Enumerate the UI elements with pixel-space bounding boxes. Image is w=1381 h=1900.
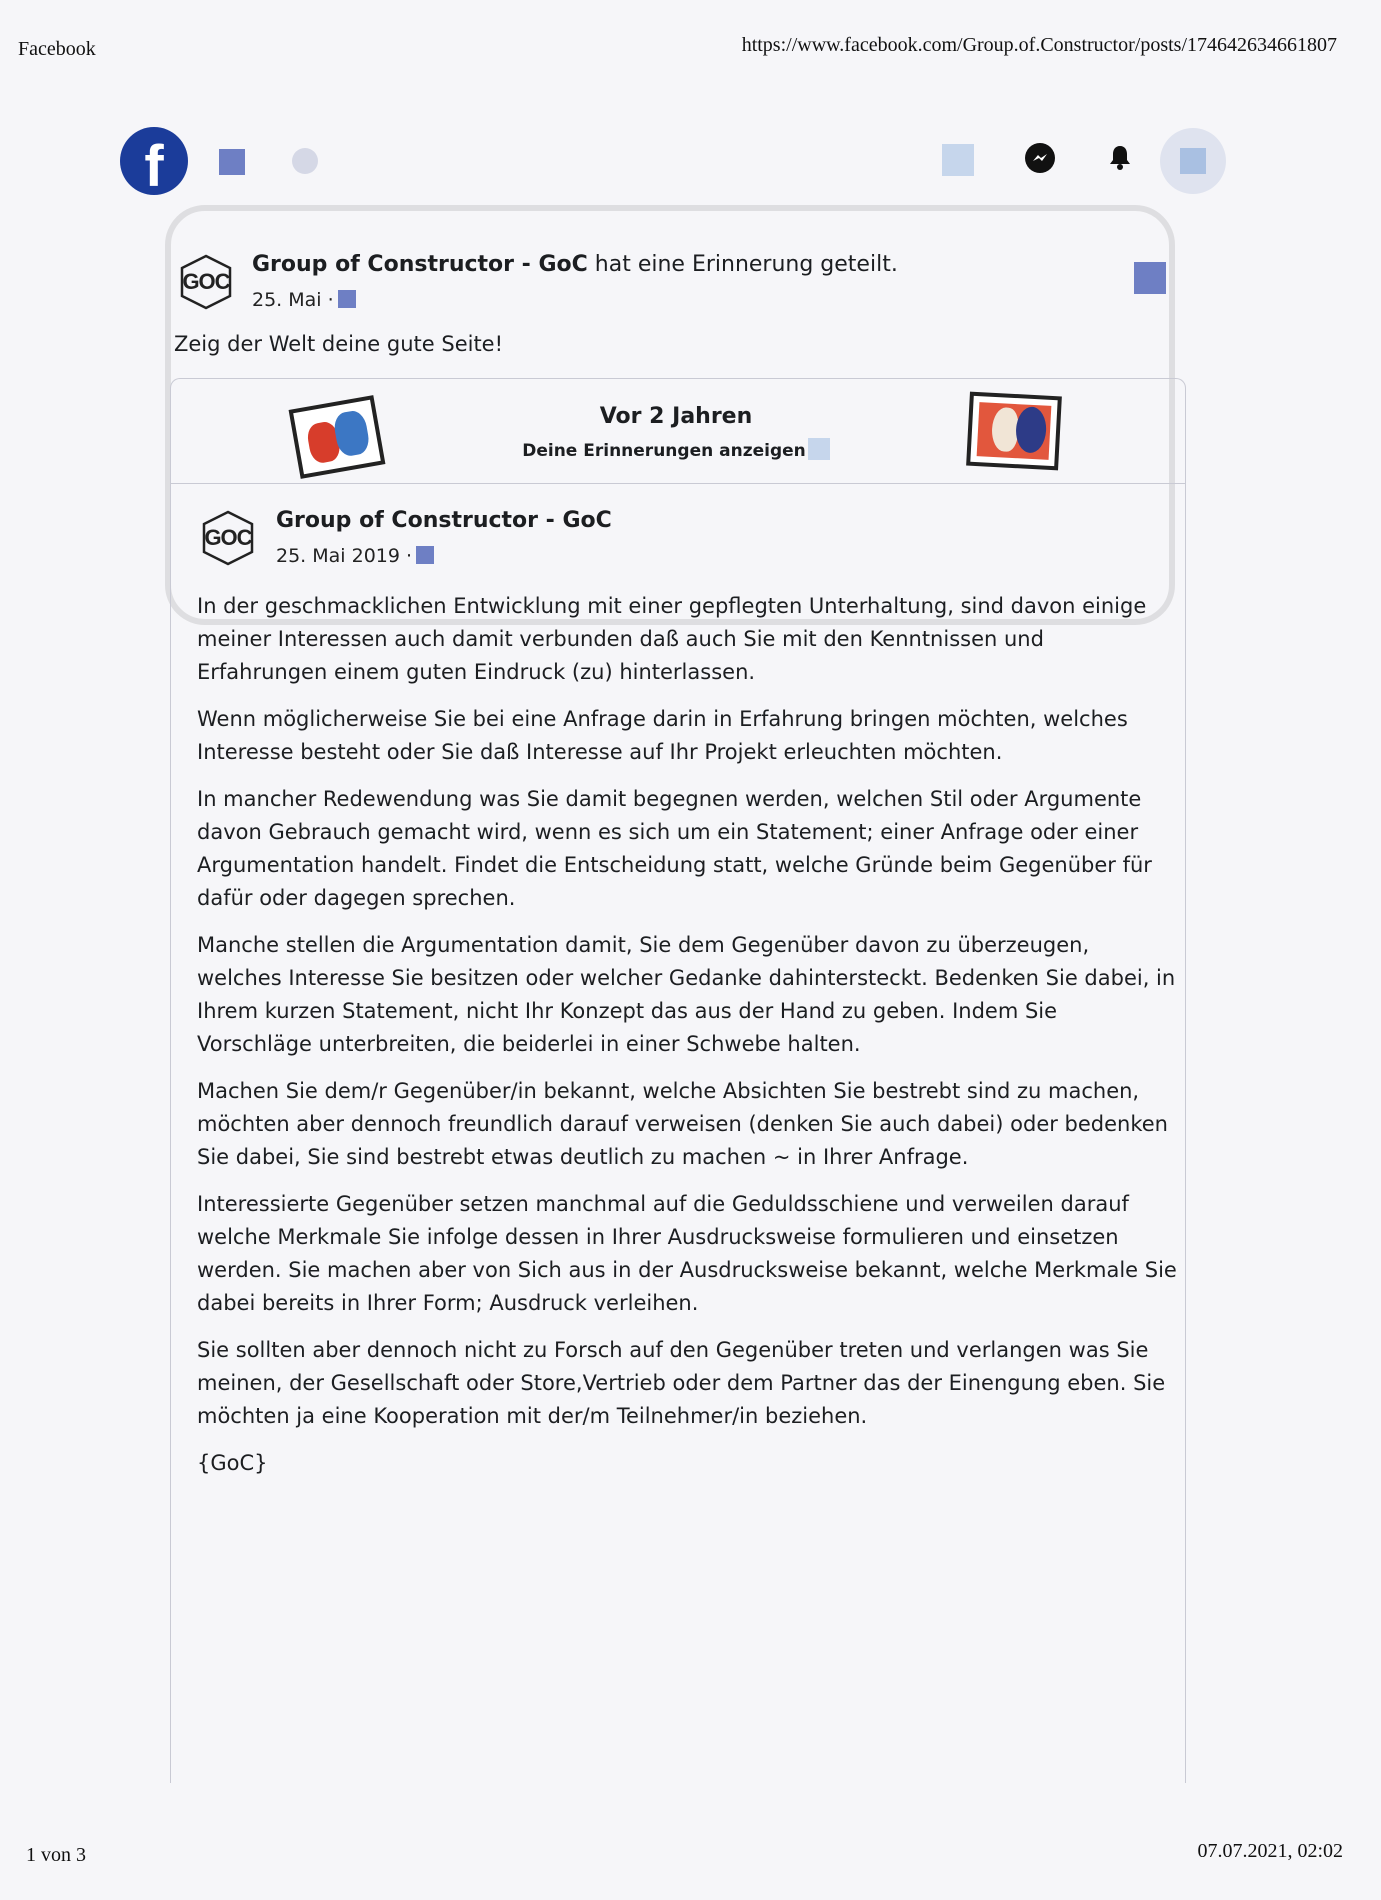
memory-illustration-left-icon [289, 395, 386, 479]
bell-icon[interactable] [1107, 144, 1133, 170]
print-footer-datetime: 07.07.2021, 02:02 [1197, 1840, 1343, 1862]
shared-post-body [197, 590, 1177, 1494]
profile-avatar[interactable] [1160, 128, 1226, 194]
body-paragraph: Wenn möglicherweise Sie bei eine Anfrage darin in Erfahrung bringen möchten, welches Interesse besteht oder Sie daß Interesse auf Ihr Projekt erleuchten möchten. [197, 707, 1128, 764]
memory-title: Vor 2 Jahren [599, 404, 753, 429]
more-options-icon[interactable] [1134, 262, 1166, 294]
avatar-placeholder-icon [1180, 148, 1206, 174]
memory-illustration-right-icon [966, 392, 1062, 471]
body-paragraph: In mancher Redewendung was Sie damit begegnen werden, welchen Stil oder Argumente davon Gebrauch gemacht wird, wenn es sich um ein Statement; einer Anfrage oder einer Argumentation handelt. Findet die Entscheidung statt, welche Gründe beim Gegenüber für dafür oder dagegen sprechen. [197, 787, 1152, 910]
print-footer-page: 1 von 3 [26, 1844, 86, 1866]
body-paragraph: Sie sollten aber dennoch nicht zu Forsch auf den Gegenüber treten und verlangen was Sie meinen, der Gesellschaft oder Store,Vertrieb oder dem Partner das der Einengung eben. Sie möchten ja eine Kooperation mit der/m Teilnehmer/in beziehen. [197, 1338, 1166, 1428]
memory-divider [170, 483, 1186, 484]
view-memories-link[interactable]: Deine Erinnerungen anzeigen [522, 441, 806, 461]
post-action-text: hat eine Erinnerung geteilt. [587, 252, 898, 277]
body-paragraph: In der geschmacklichen Entwicklung mit einer gepflegten Unterhaltung, sind davon einige meiner Interessen auch damit verbunden daß auch Sie mit den Kenntnissen und Erfahrungen einem guten Eindruck (zu) hinterlassen. [197, 594, 1147, 684]
body-paragraph: Machen Sie dem/r Gegenüber/in bekannt, welche Absichten Sie bestrebt sind zu machen, möchten aber dennoch freundlich darauf verweisen (denken Sie auch dabei) oder bedenken Sie dabei, Sie sind bestrebt etwas deutlich zu machen ~ in Ihrer Anfrage. [197, 1079, 1168, 1169]
post-header [252, 252, 898, 277]
search-icon[interactable] [292, 148, 318, 174]
goc-logo-text: GOC [182, 269, 230, 294]
memory-link-icon [808, 438, 830, 460]
print-header-url: https://www.facebook.com/Group.of.Constructor/posts/174642634661807 [741, 34, 1337, 56]
post-date-line [252, 289, 356, 311]
post-author-name[interactable]: Group of Constructor - GoC [252, 252, 588, 277]
facebook-logo-icon[interactable]: f [120, 127, 188, 195]
nav-square-icon[interactable] [219, 149, 245, 175]
shared-post-date-line [276, 545, 434, 567]
messenger-icon[interactable] [1025, 143, 1055, 173]
memory-link-row [500, 438, 852, 461]
post-caption: Zeig der Welt deine gute Seite! [174, 332, 504, 356]
post-date[interactable]: 25. Mai · [252, 289, 334, 311]
signature: {GoC} [197, 1451, 268, 1475]
print-header-title: Facebook [18, 38, 96, 60]
goc-logo-icon[interactable] [176, 252, 236, 312]
body-paragraph: Interessierte Gegenüber setzen manchmal auf die Geduldsschiene und verweilen darauf welche Merkmale Sie infolge dessen in Ihrer Ausdrucksweise formulieren und einsetzen werden. Sie machen aber von Sich aus in der Ausdrucksweise bekannt, welche Merkmale Sie dabei bereits in Ihrer Form; Ausdruck verleihen. [197, 1192, 1177, 1315]
shared-goc-logo-text: GOC [204, 525, 252, 550]
shared-post-author[interactable]: Group of Constructor - GoC [276, 508, 612, 533]
body-paragraph: Manche stellen die Argumentation damit, Sie dem Gegenüber davon zu überzeugen, welches Interesse Sie besitzen oder welcher Gedanke dahintersteckt. Bedenken Sie dabei, in Ihrem kurzen Statement, nicht Ihr Konzept das aus der Hand zu geben. Indem Sie Vorschläge unterbreiten, die beiderlei in einer Schwebe halten. [197, 933, 1176, 1056]
shared-audience-icon[interactable] [416, 546, 434, 564]
shared-goc-logo-icon[interactable] [198, 508, 258, 568]
menu-square-icon[interactable] [942, 144, 974, 176]
shared-post-date[interactable]: 25. Mai 2019 · [276, 545, 413, 567]
audience-icon[interactable] [338, 290, 356, 308]
